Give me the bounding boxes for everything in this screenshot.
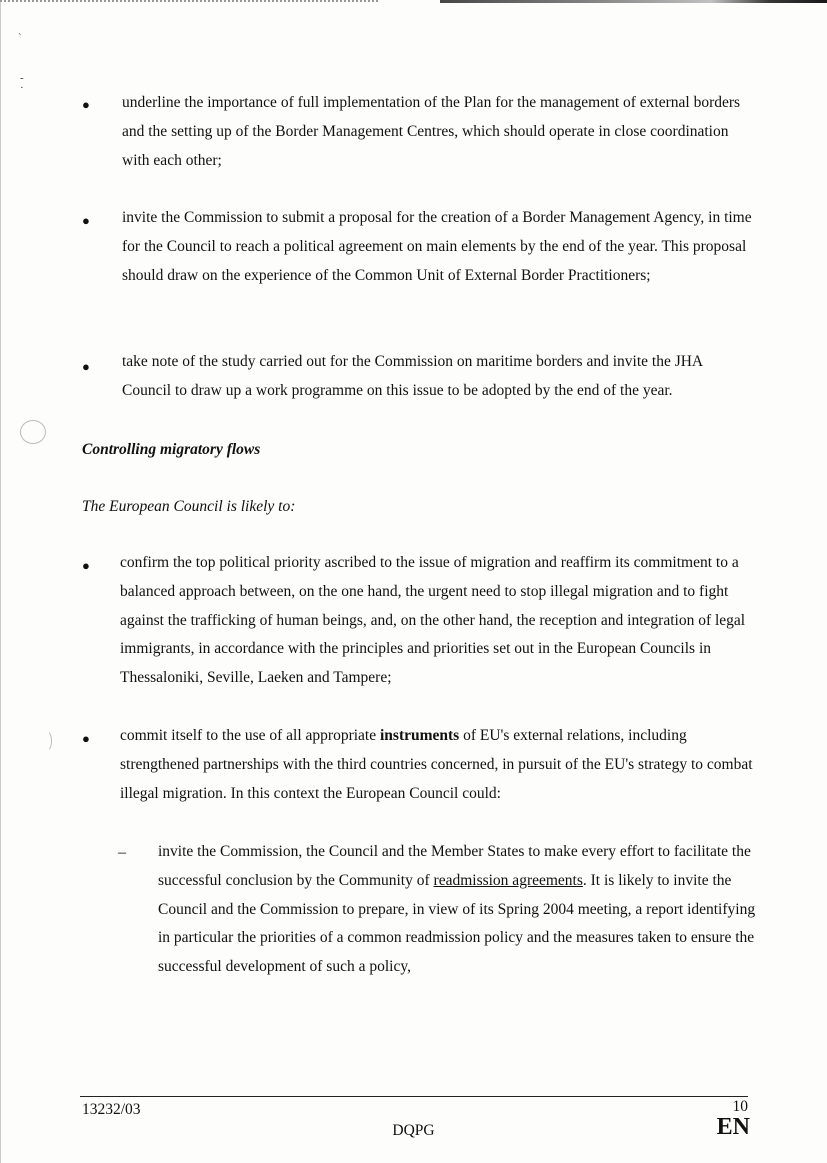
bullet-dot: ● [82,97,90,112]
scan-edge-top-left [0,0,380,2]
punch-hole-mark [20,420,46,444]
bullet-dot: ● [82,213,90,228]
bullet-text: confirm the top political priority ascribed to the issue of migration and reaffirm its commitment to a balanced approach between, on the one hand, the urgent need to stop illegal migration and to fight against the trafficking of human beings, and, on the other hand, the reception and integration of legal immigrants, in accordance with the principles and priorities set out in the European Councils in Thessaloniki, Seville, Laeken and Tampere; [120,554,746,687]
section-intro: The European Council is likely to: [82,498,296,515]
underlined-term: readmission agreements [433,871,583,889]
bullet-text: invite the Commission to submit a proposal for the creation of a Border Management Agency, in time for the Council to reach a political agreement on main elements by the end of the year. This proposal should draw on the experience of the Common Unit of External Border Practitioners; [122,209,752,284]
scan-edge-left [0,0,1,1163]
dash-marker: – [118,844,126,861]
scan-speck: ˋ [18,32,22,44]
scan-speck: - [20,72,24,84]
document-number: 13232/03 [82,1101,141,1118]
bullet-text [120,722,756,808]
sub-item-text [158,838,756,982]
scan-edge-top-right [440,0,827,3]
department-code: DQPG [392,1122,435,1139]
language-code: EN [716,1114,750,1140]
bold-term: instruments [379,727,460,744]
bullet-text-part: commit itself to the use of all appropriate [120,727,380,744]
bullet-text: take note of the study carried out for the Commission on maritime borders and invite the JHA Council to draw up a work programme on this issue to be adopted by the end of the year. [122,353,703,399]
bullet-dot: ● [82,359,90,374]
footer-rule [80,1096,748,1097]
section-heading: Controlling migratory flows [82,441,261,458]
scan-speck: · [20,82,24,94]
page-number: 10 [732,1098,748,1115]
sub-item-text-part: . It is likely to invite the Council and the Commission to prepare, in view of its Spring 2004 meeting, a report identifying in particular the priorities of a common readmission policy and the measures taken to ensure the successful development of such a policy, [158,871,756,976]
bullet-text-part: of EU's external relations, including strengthened partnerships with the third countries concerned, in pursuit of the EU's strategy to combat illegal migration. In this context the European Council could: [120,727,753,802]
bullet-dot: ● [82,558,90,573]
bullet-text: underline the importance of full implementation of the Plan for the management of external borders and the setting up of the Border Management Centres, which should operate in close coordination with each other; [122,94,741,169]
sub-item-text-part: invite the Commission, the Council and the Member States to make every effort to facilitate the successful conclusion by the Community of [158,843,751,889]
punch-hole-mark [40,730,52,752]
bullet-dot: ● [82,731,90,746]
